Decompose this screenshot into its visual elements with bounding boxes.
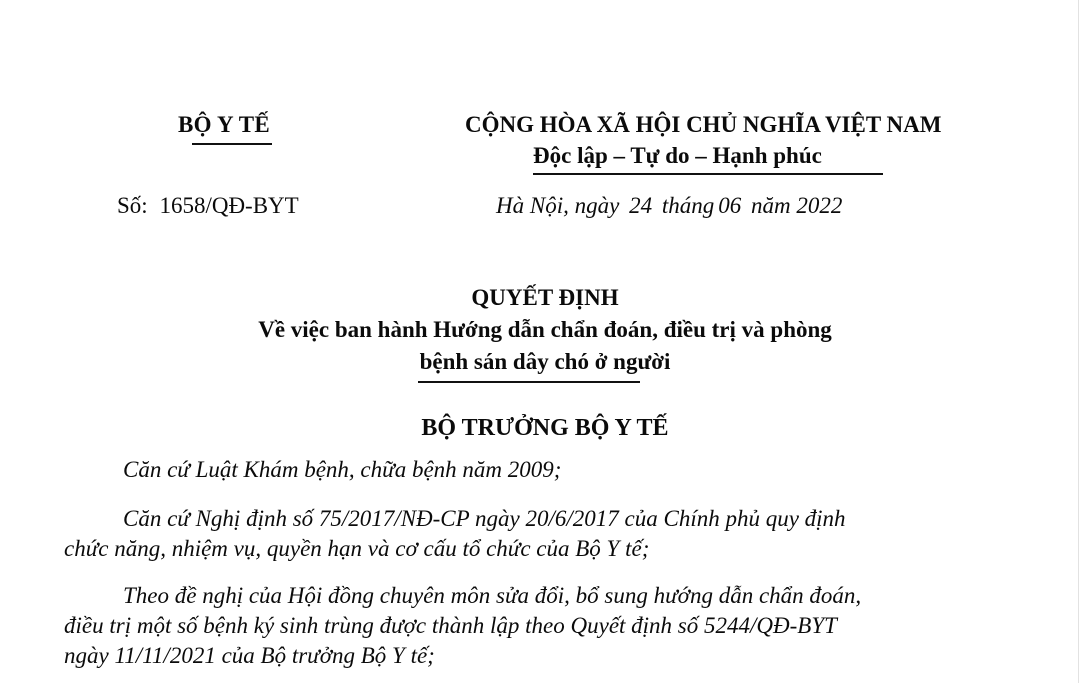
national-motto: Độc lập – Tự do – Hạnh phúc — [533, 143, 822, 168]
date-day: 24 — [629, 193, 653, 218]
place-and-date — [496, 193, 842, 219]
date-month: 06 — [718, 193, 742, 218]
month-label: tháng — [661, 193, 715, 218]
preamble-paragraph-3-line1: Theo đề nghị của Hội đồng chuyên môn sửa đổi, bổ sung hướng dẫn chẩn đoán, — [123, 583, 862, 608]
year-label: năm 2022 — [750, 193, 843, 218]
document-number-label: Số: — [117, 193, 148, 218]
decision-subject-line1: Về việc ban hành Hướng dẫn chẩn đoán, điều trị và phòng — [258, 317, 832, 342]
decision-title: QUYẾT ĐỊNH — [471, 285, 619, 310]
agency-underline — [192, 143, 272, 145]
preamble-paragraph-2-line2: chức năng, nhiệm vụ, quyền hạn và cơ cấu tổ chức của Bộ Y tế; — [64, 536, 650, 561]
preamble-paragraph-3-line2: điều trị một số bệnh ký sinh trùng được thành lập theo Quyết định số 5244/QĐ-BYT — [64, 613, 837, 638]
subject-underline — [418, 381, 640, 383]
preamble-paragraph-2-line1: Căn cứ Nghị định số 75/2017/NĐ-CP ngày 20/6/2017 của Chính phủ quy định — [123, 506, 846, 531]
decision-subject-line2: bệnh sán dây chó ở người — [419, 349, 671, 374]
issuing-agency: BỘ Y TẾ — [178, 112, 270, 137]
document-number — [117, 193, 299, 219]
motto-underline — [533, 173, 883, 175]
authority-heading: BỘ TRƯỞNG BỘ Y TẾ — [421, 415, 669, 441]
document-number-value: 1658/QĐ-BYT — [159, 193, 299, 218]
place-date-prefix: Hà Nội, ngày — [496, 193, 620, 218]
preamble-paragraph-1: Căn cứ Luật Khám bệnh, chữa bệnh năm 2009; — [123, 457, 562, 482]
national-title: CỘNG HÒA XÃ HỘI CHỦ NGHĨA VIỆT NAM — [465, 112, 942, 137]
preamble-paragraph-3-line3: ngày 11/11/2021 của Bộ trưởng Bộ Y tế; — [64, 643, 435, 668]
